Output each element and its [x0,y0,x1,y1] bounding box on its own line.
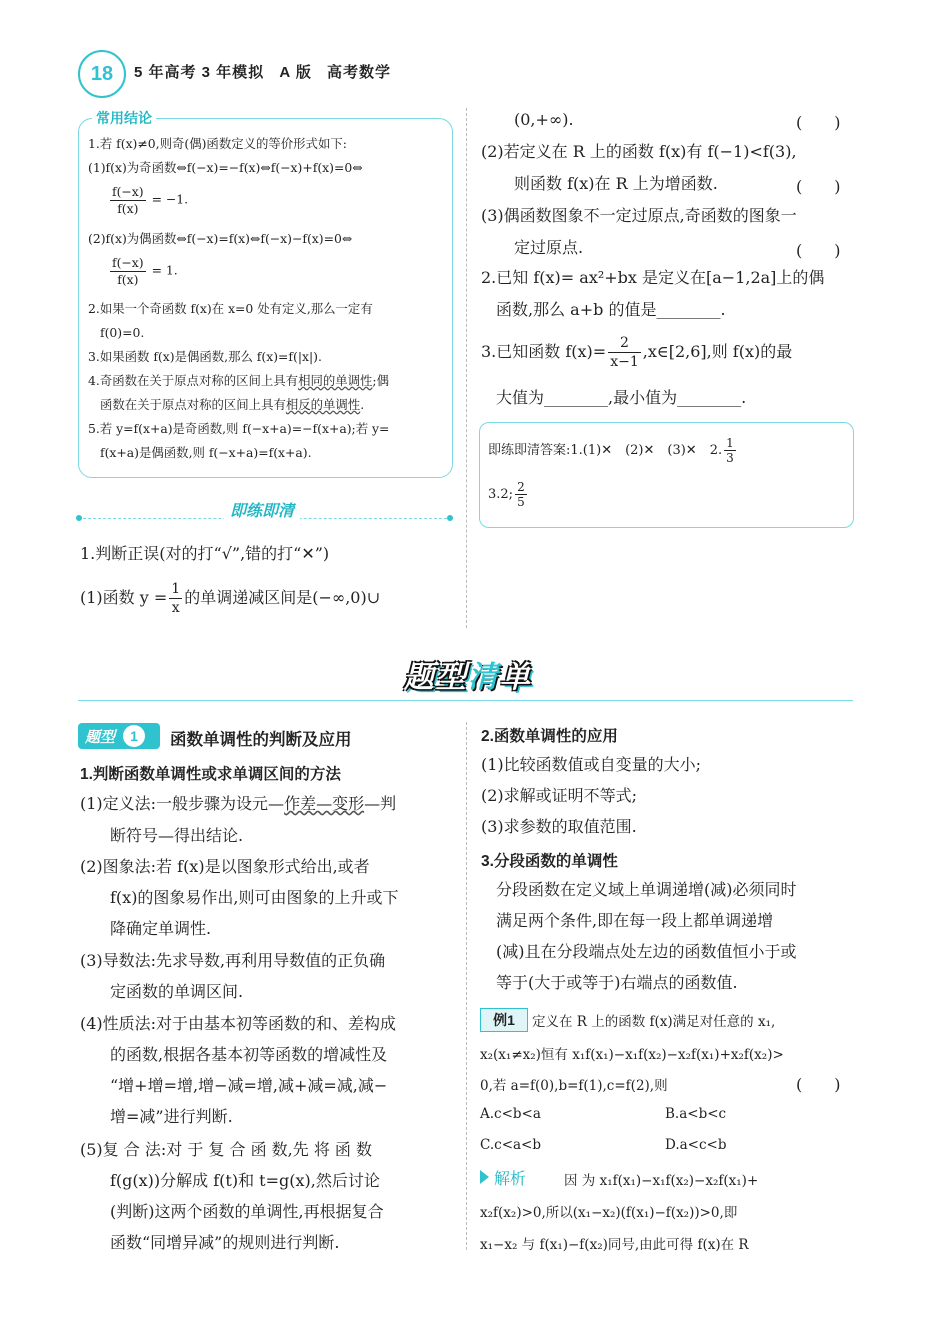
left-line-11: 增=减”进行判断. [110,1107,233,1126]
drill-q1-2a: (2)若定义在 R 上的函数 f(x)有 f(−1)<f(3), [481,142,797,161]
drill-q3a: 3.已知函数 f(x)= $\frac{2}{x-1}$ ,x∈[2,6],则 f(x)的最 [481,335,793,371]
right-line-7: 等于(大于或等于)右端点的函数值. [496,973,738,992]
answer-paren[interactable]: ( ) [796,1075,841,1094]
left-heading: 1.判断函数单调性或求单调区间的方法 [80,766,341,783]
right-line-2: (2)求解或证明不等式; [481,786,638,805]
example-line-1: 定义在 R 上的函数 f(x)满足对任意的 x₁, [532,1014,776,1030]
drill-q3c: 大值为________,最小值为________. [496,388,747,407]
right-heading-3: 3.分段函数的单调性 [481,853,618,870]
conclusion-line-11: f(x+a)是偶函数,则 f(−x+a)=f(x+a). [100,445,312,460]
drill-q1-3a: (3)偶函数图象不一定过原点,奇函数的图象一 [481,206,797,225]
left-line-8: (4)性质法:对于由基本初等函数的和、差构成 [80,1014,397,1033]
solution-line-1: 因 为 x₁f(x₁)−x₁f(x₂)−x₂f(x₁)+ [564,1173,759,1189]
option-d[interactable]: D.a<c<b [665,1137,727,1153]
right-line-1: (1)比较函数值或自变量的大小; [481,755,702,774]
page-number-badge: 18 [78,50,126,98]
conclusion-frac-row-2: $\frac{f(-x)}{f(x)}$ = 1. [112,255,178,287]
column-divider [466,108,467,628]
conclusion-line-3: (2)f(x)为偶函数⇔f(−x)=f(x)⇔f(−x)−f(x)=0⇔ [88,231,353,246]
conclusion-line-8: 4.奇函数在关于原点对称的区间上具有相同的单调性;偶 [88,373,389,388]
banner-rule [78,700,853,701]
answer-paren[interactable]: ( ) [796,177,841,196]
answers-line-2: 3.2; $\frac{2}{5}$ [488,480,525,509]
section-banner: 题型清单 [404,661,532,694]
drill-q1-1-cont: (0,+∞). [514,110,574,129]
fraction: $\frac{f(-x)}{f(x)}$ [112,184,144,216]
right-line-6: (减)且在分段端点处左边的函数值恒小于或 [496,942,797,961]
conclusion-title: 常用结论 [92,108,156,128]
dot-icon [76,515,82,521]
running-header [134,61,401,82]
left-line-1: (1)定义法:一般步骤为设元—作差—变形—判 [80,794,397,813]
left-line-4: f(x)的图象易作出,则可由图象的上升或下 [110,888,399,907]
left-line-12: (5)复 合 法:对 于 复 合 函 数,先 将 函 数 [80,1140,373,1159]
left-line-6: (3)导数法:先求导数,再利用导数值的正负确 [80,951,386,970]
example-tag: 例1 [480,1008,528,1032]
solution-line-2: x₂f(x₂)>0,所以(x₁−x₂)(f(x₁)−f(x₂))>0,即 [480,1205,738,1221]
right-line-4: 分段函数在定义域上单调递增(减)必须同时 [496,880,797,899]
left-line-9: 的函数,根据各基本初等函数的增减性及 [110,1045,388,1064]
solution-label: 解析 [494,1171,527,1188]
conclusion-line-7: 3.如果函数 f(x)是偶函数,那么 f(x)=f(|x|). [88,349,322,364]
solution-line-3: x₁−x₂ 与 f(x₁)−f(x₂)同号,由此可得 f(x)在 R [480,1237,749,1253]
conclusion-frac-row-1: $\frac{f(-x)}{f(x)}$ = −1. [112,184,189,216]
left-line-7: 定函数的单调区间. [110,982,244,1001]
fraction: $\frac{f(-x)}{f(x)}$ [112,255,144,287]
drill-q2a: 2.已知 f(x)= ax²+bx 是定义在[a−1,2a]上的偶 [481,268,825,287]
left-line-3: (2)图象法:若 f(x)是以图象形式给出,或者 [80,857,370,876]
fraction: $\frac{1}{x}$ [171,581,181,617]
answer-paren[interactable]: ( ) [796,241,841,260]
triangle-icon [480,1170,489,1184]
drill-q1-3b: 定过原点. [514,238,584,257]
type-tag: 题型 1 [78,723,160,749]
option-a[interactable]: A.c<b<a [480,1106,541,1122]
drill-q2b: 函数,那么 a+b 的值是________. [496,300,726,319]
left-line-10: “增+增=增,增−减=增,减+减=减,减− [110,1076,388,1095]
right-heading-2: 2.函数单调性的应用 [481,728,618,745]
dot-icon [447,515,453,521]
left-line-14: (判断)这两个函数的单调性,再根据复合 [110,1202,384,1221]
left-line-13: f(g(x))分解成 f(t)和 t=g(x),然后讨论 [110,1171,380,1190]
subject-label: 高考数学 [327,64,392,81]
left-line-5: 降确定单调性. [110,919,212,938]
left-line-15: 函数“同增异减”的规则进行判断. [110,1233,340,1252]
book-title: 5 年高考 3 年模拟 [134,64,265,81]
conclusion-line-6: f(0)=0. [100,325,145,340]
left-line-2: 断符号—得出结论. [110,826,244,845]
answer-paren[interactable]: ( ) [796,113,841,132]
drill-q1-1: (1)函数 y = $\frac{1}{x}$ 的单调递减区间是(−∞,0)∪ [80,581,381,617]
edition-label: A 版 [279,64,312,81]
answers-line-1: 即练即清答案:1.(1)✕ (2)✕ (3)✕ 2. $\frac{1}{3}$ [488,436,734,465]
conclusion-line-9: 函数在关于原点对称的区间上具有相反的单调性. [100,397,365,412]
fraction: $\frac{1}{3}$ [726,436,734,465]
column-divider [466,722,467,1250]
drill-title: 即练即清 [224,498,300,521]
option-b[interactable]: B.a<b<c [665,1106,727,1122]
type-title: 函数单调性的判断及应用 [170,731,352,749]
example-line-3: 0,若 a=f(0),b=f(1),c=f(2),则 [480,1078,668,1094]
conclusion-line-1: 1.若 f(x)≠0,则奇(偶)函数定义的等价形式如下: [88,136,347,151]
option-c[interactable]: C.c<a<b [480,1137,542,1153]
conclusion-line-10: 5.若 y=f(x+a)是奇函数,则 f(−x+a)=−f(x+a);若 y= [88,421,390,436]
drill-q1-2b: 则函数 f(x)在 R 上为增函数. [514,174,718,193]
fraction: $\frac{2}{5}$ [517,480,525,509]
conclusion-line-2: (1)f(x)为奇函数⇔f(−x)=−f(x)⇔f(−x)+f(x)=0⇔ [88,160,363,175]
right-line-5: 满足两个条件,即在每一段上都单调递增 [496,911,774,930]
drill-q1-intro: 1.判断正误(对的打“√”,错的打“✕”) [80,544,330,563]
fraction: $\frac{2}{x-1}$ [610,335,639,371]
example-line-2: x₂(x₁≠x₂)恒有 x₁f(x₁)−x₁f(x₂)−x₂f(x₁)+x₂f(x₂)> [480,1047,784,1063]
right-line-3: (3)求参数的取值范围. [481,817,637,836]
conclusion-line-5: 2.如果一个奇函数 f(x)在 x=0 处有定义,那么一定有 [88,301,373,316]
